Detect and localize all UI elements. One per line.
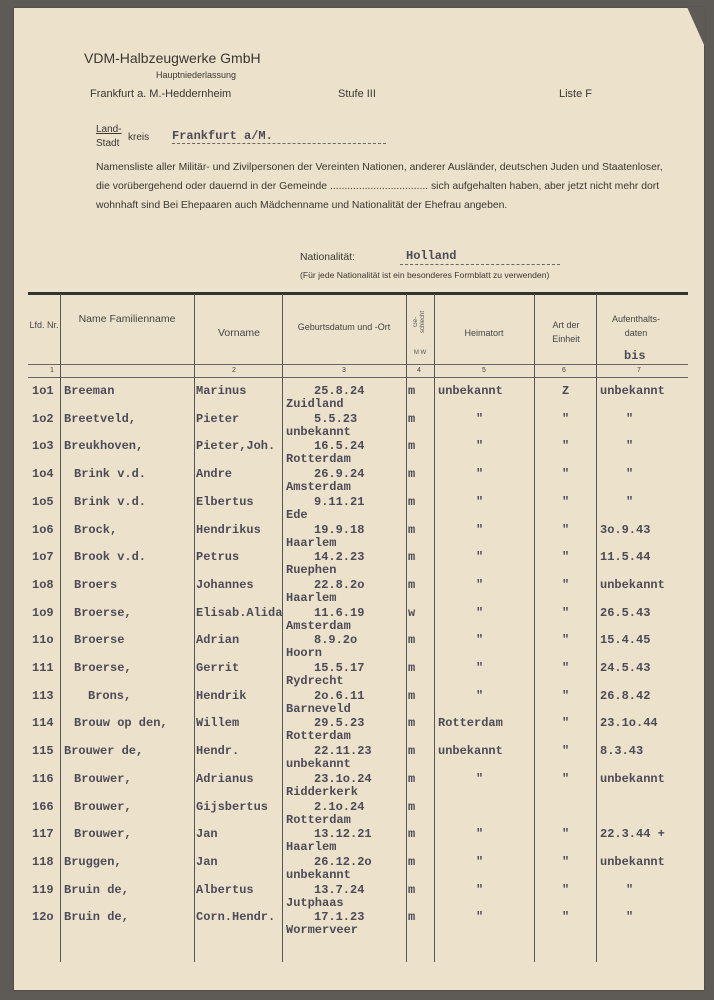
col-divider [194,294,195,962]
cell-heimat: " [476,467,484,481]
column-number: 1 [50,367,54,374]
cell-sex: m [408,744,416,758]
cell-einheit: " [562,523,570,537]
header-rule [28,364,688,365]
cell-ort: Barneveld [286,702,351,716]
number-rule [28,377,688,378]
cell-ort: Rotterdam [286,813,351,827]
cell-einheit: " [562,716,570,730]
cell-vorname: Elbertus [196,495,254,509]
cell-einheit: " [562,855,570,869]
cell-einheit: " [562,633,570,647]
stadt-label: Stadt [96,138,120,149]
cell-ort: Haarlem [286,536,337,550]
header-geschlecht [409,308,431,356]
cell-nr: 115 [32,744,54,758]
cell-sex: m [408,661,416,675]
cell-ort: unbekannt [286,868,351,882]
cell-sex: m [408,467,416,481]
cell-ort: Rydrecht [286,674,344,688]
cell-name: Brook v.d. [74,550,147,564]
cell-einheit: " [562,550,570,564]
cell-vorname: Adrianus [196,772,254,786]
kreis-label: kreis [128,132,150,143]
cell-ort: Haarlem [286,591,337,605]
nationality-line [400,264,560,265]
cell-bis: 26.8.42 [600,689,651,703]
cell-vorname: Elisab.Alida [196,606,283,620]
cell-heimat: " [476,910,484,924]
cell-bis: unbekannt [600,384,665,398]
district-line [172,143,386,144]
cell-sex: m [408,689,416,703]
cell-nr: 1o1 [32,384,54,398]
column-number: 2 [232,367,236,374]
header-aufenthalt: Aufenthalts- daten [611,314,661,338]
cell-nr: 166 [32,800,54,814]
cell-datum: 13.12.21 [314,827,372,841]
cell-ort: Amsterdam [286,480,351,494]
table-top-rule [28,292,688,295]
header-mw: M W [413,350,427,356]
cell-einheit: " [562,689,570,703]
cell-name: Brouwer, [74,827,132,841]
company-subtitle: Hauptniederlassung [156,70,237,80]
cell-name: Brouwer de, [64,744,144,758]
cell-bis: 11.5.44 [600,550,651,564]
cell-bis: 3o.9.43 [600,523,651,537]
cell-nr: 116 [32,772,54,786]
column-number: 3 [342,367,346,374]
cell-vorname: Hendrik [196,689,247,703]
cell-heimat: " [476,412,484,426]
cell-nr: 1o9 [32,606,54,620]
cell-datum: 25.8.24 [314,384,365,398]
land-label: Land- [96,124,122,135]
cell-vorname: Jan [196,855,218,869]
cell-datum: 16.5.24 [314,439,365,453]
cell-sex: m [408,412,416,426]
col-divider [282,294,283,962]
cell-name: Brons, [88,689,132,703]
header-heimat: Heimatort [464,328,504,338]
cell-vorname: Hendr. [196,744,240,758]
cell-nr: 12o [32,910,54,924]
cell-nr: 113 [32,689,54,703]
cell-bis: unbekannt [600,772,665,786]
cell-datum: 9.11.21 [314,495,365,509]
cell-nr: 1o3 [32,439,54,453]
cell-bis: " [626,467,634,481]
cell-datum: 2.1o.24 [314,800,365,814]
cell-vorname: Adrian [196,633,240,647]
cell-bis: " [626,412,634,426]
cell-ort: unbekannt [286,425,351,439]
cell-einheit: " [562,578,570,592]
col-divider [434,294,435,962]
cell-bis: 24.5.43 [600,661,651,675]
company-name: VDM-Halbzeugwerke GmbH [84,50,261,66]
cell-name: Brouwer, [74,772,132,786]
cell-ort: Amsterdam [286,619,351,633]
cell-heimat: unbekannt [438,744,503,758]
cell-heimat: " [476,633,484,647]
column-number: 5 [482,367,486,374]
cell-bis: " [626,495,634,509]
header-bis: bis [624,349,646,363]
col-divider [60,294,61,962]
cell-sex: m [408,523,416,537]
cell-nr: 11o [32,633,54,647]
cell-bis: " [626,439,634,453]
cell-sex: m [408,910,416,924]
cell-datum: 8.9.2o [314,633,358,647]
cell-heimat: " [476,689,484,703]
cell-name: Brouwer, [74,800,132,814]
cell-vorname: Gerrit [196,661,240,675]
cell-nr: 118 [32,855,54,869]
cell-sex: m [408,578,416,592]
col-divider [406,294,407,962]
cell-datum: 2o.6.11 [314,689,365,703]
cell-einheit: " [562,412,570,426]
cell-name: Broerse [74,633,125,647]
liste-label: Liste F [559,88,593,100]
cell-vorname: Marinus [196,384,247,398]
cell-datum: 14.2.23 [314,550,365,564]
cell-datum: 22.11.23 [314,744,372,758]
cell-vorname: Jan [196,827,218,841]
cell-ort: Ridderkerk [286,785,359,799]
nationality-note: (Für jede Nationalität ist ein besonderes Formblatt zu verwenden) [300,270,550,280]
cell-nr: 111 [32,661,54,675]
cell-ort: Wormerveer [286,923,359,937]
cell-vorname: Hendrikus [196,523,261,537]
cell-name: Broerse, [74,606,132,620]
cell-nr: 1o8 [32,578,54,592]
cell-nr: 1o2 [32,412,54,426]
cell-sex: w [408,606,416,620]
header-einheit: Art der Einheit [552,320,580,344]
cell-einheit: " [562,910,570,924]
cell-datum: 17.1.23 [314,910,365,924]
cell-ort: unbekannt [286,757,351,771]
nationality-value: Holland [406,249,457,263]
cell-einheit: " [562,495,570,509]
district-value: Frankfurt a/M. [172,129,273,143]
cell-name: Broerse, [74,661,132,675]
cell-ort: Ede [286,508,308,522]
cell-bis: 15.4.45 [600,633,651,647]
cell-heimat: " [476,523,484,537]
cell-heimat: " [476,661,484,675]
cell-nr: 1o5 [32,495,54,509]
cell-vorname: Petrus [196,550,240,564]
cell-heimat: " [476,855,484,869]
cell-nr: 1o7 [32,550,54,564]
cell-datum: 22.8.2o [314,578,365,592]
cell-datum: 29.5.23 [314,716,365,730]
cell-heimat: " [476,827,484,841]
cell-ort: Haarlem [286,840,337,854]
cell-vorname: Pieter [196,412,240,426]
cell-name: Breeman [64,384,115,398]
cell-datum: 26.9.24 [314,467,365,481]
cell-bis: unbekannt [600,578,665,592]
cell-heimat: " [476,883,484,897]
cell-heimat: " [476,439,484,453]
header-vorname: Vorname [217,327,261,339]
cell-sex: m [408,883,416,897]
description-text: Namensliste aller Militär- und Zivilpersonen der Vereinten Nationen, anderer Ausländer, deutschen Juden und Staatenloser, die vorübergehend oder dauernd in der Gemeinde .................................. sich aufgehalten haben, aber jetzt nicht mehr dort wohnhaft sind Bei Ehepaaren auch Mädchenname und Nationalität der Ehefrau angeben. [96,162,663,211]
column-number: 7 [637,367,641,374]
cell-nr: 1o4 [32,467,54,481]
cell-ort: Rotterdam [286,452,351,466]
cell-heimat: Rotterdam [438,716,503,730]
cell-sex: m [408,495,416,509]
cell-name: Brink v.d. [74,467,147,481]
cell-sex: m [408,439,416,453]
cell-sex: m [408,827,416,841]
cell-datum: 26.12.2o [314,855,372,869]
cell-vorname: Willem [196,716,240,730]
cell-heimat: " [476,772,484,786]
cell-bis: " [626,910,634,924]
header-geburt: Geburtsdatum und -Ort [297,322,391,332]
document-sheet [14,8,704,990]
cell-sex: m [408,855,416,869]
cell-einheit: " [562,772,570,786]
cell-sex: m [408,772,416,786]
cell-heimat: " [476,578,484,592]
cell-bis: unbekannt [600,855,665,869]
cell-name: Brock, [74,523,118,537]
header-lfd: Lfd. Nr. [29,320,59,330]
cell-sex: m [408,716,416,730]
cell-einheit: " [562,661,570,675]
cell-vorname: Pieter,Joh. [196,439,276,453]
column-number: 6 [562,367,566,374]
cell-sex: m [408,384,416,398]
cell-einheit: Z [562,384,570,398]
cell-bis: 22.3.44 + [600,827,665,841]
nationality-label: Nationalität: [300,252,355,263]
cell-nr: 117 [32,827,54,841]
cell-name: Breetveld, [64,412,137,426]
cell-ort: Rotterdam [286,729,351,743]
cell-einheit: " [562,439,570,453]
col-divider [534,294,535,962]
header-geschlecht-label: Ge- schlecht [413,311,426,334]
cell-name: Brink v.d. [74,495,147,509]
cell-einheit: " [562,744,570,758]
cell-heimat: " [476,606,484,620]
cell-ort: Jutphaas [286,896,344,910]
cell-datum: 5.5.23 [314,412,358,426]
company-location: Frankfurt a. M.-Heddernheim [90,88,232,100]
cell-sex: m [408,633,416,647]
cell-nr: 119 [32,883,54,897]
cell-datum: 23.1o.24 [314,772,372,786]
cell-vorname: Johannes [196,578,254,592]
cell-bis: 8.3.43 [600,744,644,758]
cell-einheit: " [562,606,570,620]
header-name: Name Familienname [78,313,176,325]
cell-einheit: " [562,827,570,841]
cell-sex: m [408,550,416,564]
cell-nr: 1o6 [32,523,54,537]
cell-heimat: unbekannt [438,384,503,398]
cell-name: Bruin de, [64,883,129,897]
cell-heimat: " [476,495,484,509]
cell-datum: 19.9.18 [314,523,365,537]
cell-ort: Hoorn [286,646,323,660]
cell-datum: 15.5.17 [314,661,365,675]
cell-bis: 23.1o.44 [600,716,658,730]
cell-vorname: Corn.Hendr. [196,910,276,924]
cell-heimat: " [476,550,484,564]
cell-einheit: " [562,467,570,481]
cell-sex: m [408,800,416,814]
cell-name: Bruggen, [64,855,122,869]
cell-bis: 26.5.43 [600,606,651,620]
stufe-label: Stufe III [338,88,376,100]
cell-ort: Zuidland [286,397,344,411]
cell-vorname: Gijsbertus [196,800,269,814]
cell-name: Bruin de, [64,910,129,924]
cell-vorname: Albertus [196,883,254,897]
column-number: 4 [417,367,421,374]
torn-corner [687,7,705,47]
col-divider [596,294,597,962]
cell-datum: 13.7.24 [314,883,365,897]
cell-einheit: " [562,883,570,897]
cell-name: Brouw op den, [74,716,168,730]
cell-nr: 114 [32,716,54,730]
cell-datum: 11.6.19 [314,606,365,620]
cell-bis: " [626,883,634,897]
cell-name: Breukhoven, [64,439,144,453]
cell-vorname: Andre [196,467,233,481]
cell-ort: Ruephen [286,563,337,577]
cell-name: Broers [74,578,118,592]
